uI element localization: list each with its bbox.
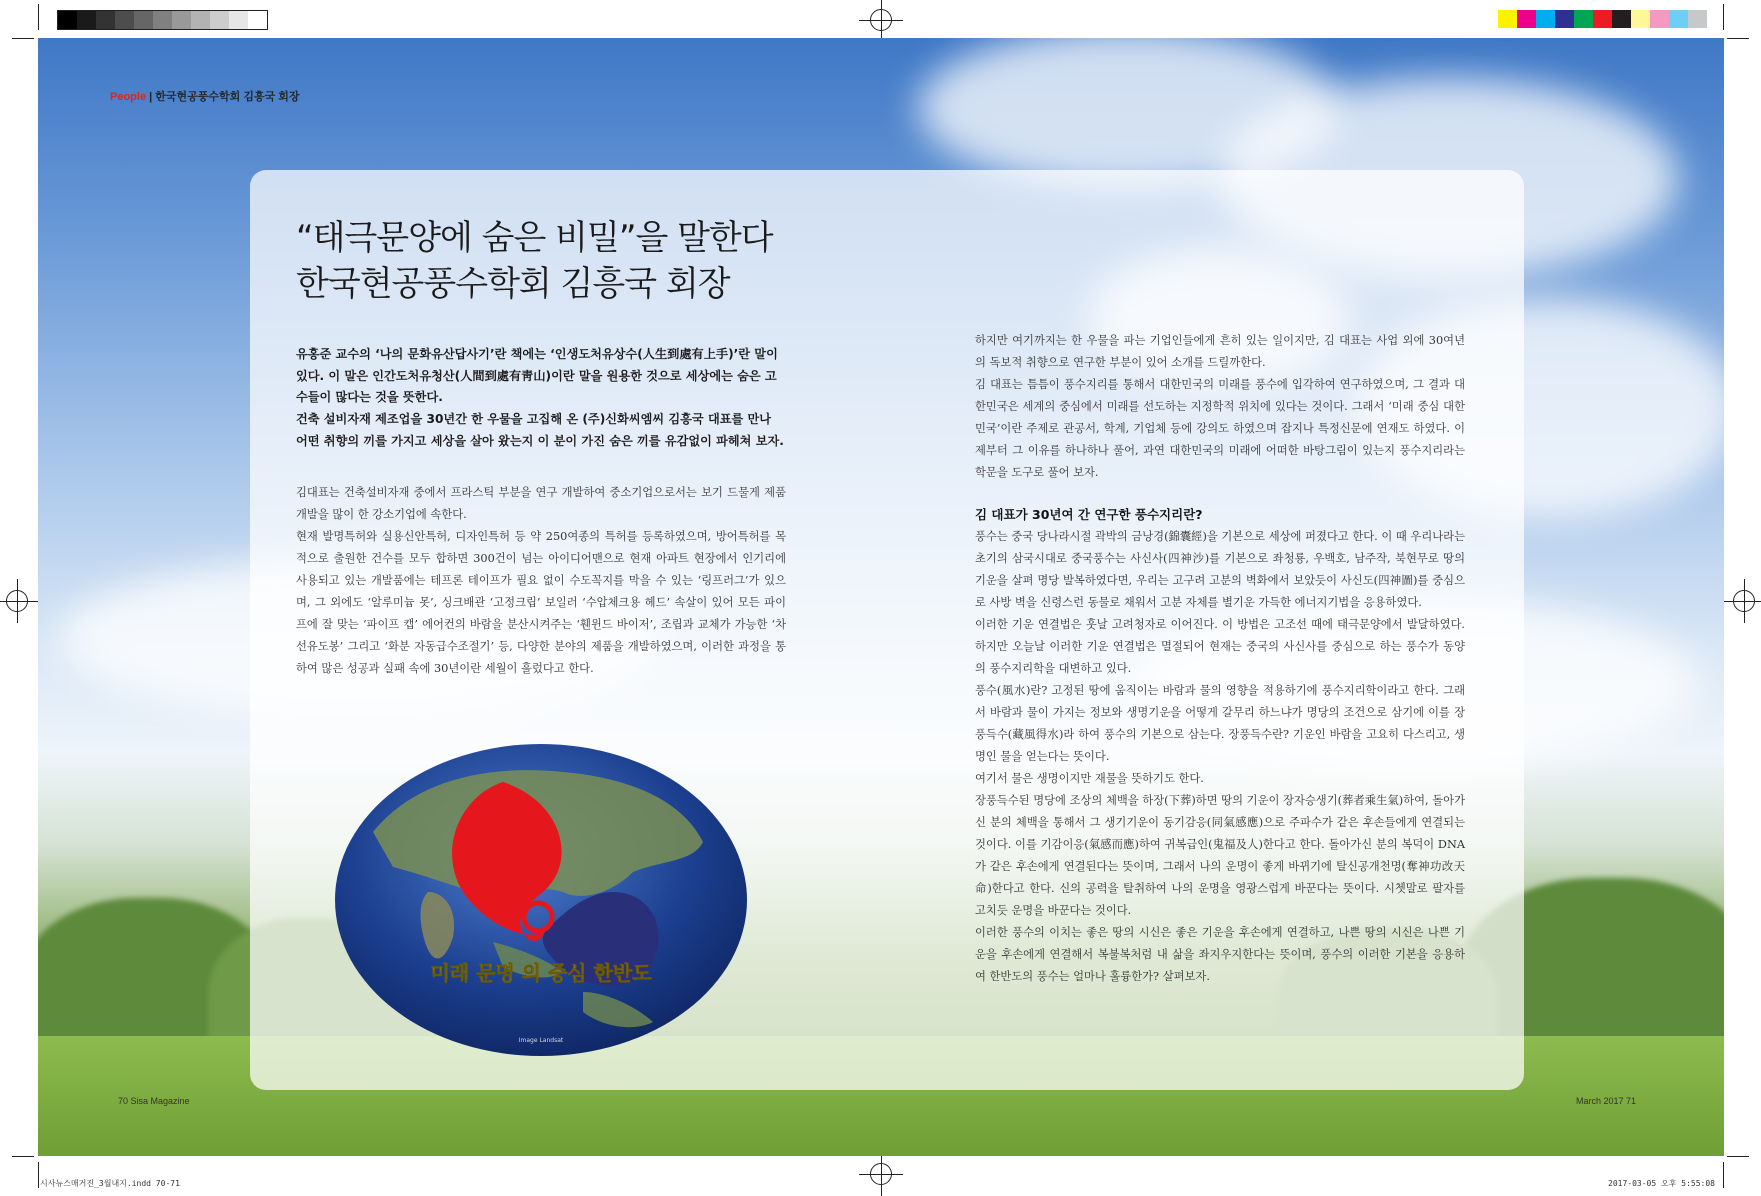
folio-left: 70 Sisa Magazine (118, 1096, 190, 1106)
color-calibration-bar (1498, 10, 1707, 28)
gray-swatch (229, 11, 248, 29)
grayscale-calibration-bar (57, 10, 268, 30)
globe-figure (333, 742, 749, 1058)
crop-mark (38, 4, 39, 30)
color-swatch (1650, 10, 1669, 28)
body-paragraph: 풍수는 중국 당나라시절 곽박의 금낭경(錦囊經)을 기본으로 세상에 퍼졌다고 한다. 이 때 우리나라는 초기의 삼국시대로 중국풍수는 사신사(四神沙)를 기본으로 좌청룡, 우백호, 남주작, 북현무로 땅의 기운을 살펴 명당 발복하였다면, 우리는 고구려 고분의 벽화에서 보았듯이 사신도(四神圖)를 중심으로 사방 벽을 신령스런 동물로 채워서 고분 자체를 별기운 가득한 에너지기법을 응용하였다. (975, 530, 1465, 609)
crop-mark (1723, 1162, 1724, 1188)
color-swatch (1574, 10, 1593, 28)
color-swatch (1688, 10, 1707, 28)
body-paragraph: 여기서 물은 생명이지만 재물을 뜻하기도 한다. (975, 772, 1204, 785)
title-line-1: “태극문양에 숨은 비밀”을 말한다 (296, 218, 773, 258)
body-paragraph: 장풍득수된 명당에 조상의 체백을 하장(下葬)하면 땅의 기운이 장자승생기(葬者乘生氣)하여, 돌아가신 분의 체백을 통해서 그 생기기운이 동기감응(同氣感應)으로 주파수가 같은 후손들에게 연결되는 것이다. 이를 기감이응(氣感而應)하여 귀복급인(鬼福及人)한다고 한다. 돌아가신 분의 복덕이 DNA가 같은 후손에게 연결된다는 뜻이며, 그래서 나의 운명이 좋게 바뀌기에 탈신공개천명(奪神功改天命)한다고 한다. 신의 공력을 탈취하여 나의 운명을 영광스럽게 바꾼다는 뜻이다. 시쳇말로 팔자를 고치듯 운명을 바꾼다는 것이다. (975, 794, 1465, 917)
gray-swatch (58, 11, 77, 29)
body-column-right-top (975, 330, 1465, 484)
registration-mark-right (1733, 590, 1755, 612)
gray-swatch (248, 11, 267, 29)
color-swatch (1631, 10, 1650, 28)
folio-right: March 2017 71 (1576, 1096, 1637, 1106)
timestamp-slug: 2017-03-05 오후 5:55:08 (1608, 1179, 1715, 1188)
gray-swatch (96, 11, 115, 29)
registration-mark-left (6, 590, 28, 612)
gray-swatch (115, 11, 134, 29)
crop-mark (1727, 1156, 1749, 1157)
globe-illustration (333, 742, 749, 1058)
crop-mark (1723, 4, 1724, 30)
gray-swatch (210, 11, 229, 29)
gray-swatch (134, 11, 153, 29)
gray-swatch (191, 11, 210, 29)
crop-mark (1727, 38, 1749, 39)
section-tag (110, 88, 300, 104)
crop-mark (12, 1156, 34, 1157)
color-swatch (1517, 10, 1536, 28)
article-title (296, 215, 773, 307)
color-swatch (1498, 10, 1517, 28)
figure-caption: 미래 문명 의 중심 한반도 (430, 961, 652, 985)
color-swatch (1593, 10, 1612, 28)
section-separator: | (146, 91, 156, 103)
file-slug: 시사뉴스매거진_3월내지.indd 70-71 (40, 1179, 180, 1188)
color-swatch (1555, 10, 1574, 28)
body-paragraph: 김 대표는 틈틈이 풍수지리를 통해서 대한민국의 미래를 풍수에 입각하여 연구하였으며, 그 결과 대한민국은 세계의 중심에서 미래를 선도하는 지정학적 위치에 있다는 것이다. 그래서 ‘미래 중심 대한민국’이란 주제로 관공서, 학계, 기업체 등에 강의도 하였으며 잡지나 특정신문에 연재도 하였다. 이제부터 그 이유를 하나하나 풀어, 과연 대한민국의 미래에 어떠한 바탕그림이 있는지 풍수지리라는 학문을 도구로 풀어 보자. (975, 378, 1465, 479)
color-swatch (1669, 10, 1688, 28)
body-paragraph: 이러한 기운 연결법은 훗날 고려청자로 이어진다. 이 방법은 고조선 때에 태극문양에서 발달하였다. 하지만 오늘날 이러한 기운 연결법은 멸절되어 현재는 중국의 사신사를 중심으로 하는 풍수가 동양의 풍수지리학을 대변하고 있다. (975, 618, 1465, 675)
body-column-left (296, 482, 786, 680)
gray-swatch (172, 11, 191, 29)
color-swatch (1612, 10, 1631, 28)
body-paragraph: 하지만 여기까지는 한 우물을 파는 기업인들에게 흔히 있는 일이지만, 김 대표는 사업 외에 30여년의 독보적 취향으로 연구한 부분이 있어 소개를 드릴까한다. (975, 334, 1465, 369)
figure-credit: Image Landsat (518, 1037, 564, 1044)
body-paragraph: 이러한 풍수의 이치는 좋은 땅의 시신은 좋은 기운을 후손에게 연결하고, 나쁜 땅의 시신은 나쁜 기운을 후손에게 연결해서 복불복처럼 내 삶을 좌지우지한다는 뜻이며, 풍수의 이러한 기본을 응용하여 한반도의 풍수는 얼마나 훌륭한가? 살펴보자. (975, 926, 1465, 983)
body-paragraph: 김대표는 건축설비자재 중에서 프라스틱 부분을 연구 개발하여 중소기업으로서는 보기 드물게 제품개발을 많이 한 강소기업에 속한다. (296, 486, 786, 521)
crop-mark (12, 38, 34, 39)
section-label: People (110, 91, 147, 103)
registration-mark-top-center (870, 9, 892, 31)
section-subheading: 김 대표가 30년여 간 연구한 풍수지리란? (975, 507, 1203, 522)
body-column-right-bottom (975, 526, 1465, 988)
section-subtitle: 한국현공풍수학회 김흥국 회장 (155, 91, 300, 103)
body-paragraph: 풍수(風水)란? 고정된 땅에 움직이는 바람과 물의 영향을 적용하기에 풍수지리학이라고 한다. 그래서 바람과 물이 가지는 정보와 생명기운을 어떻게 갈무리 하느냐가 명당의 조건으로 삼기에 이를 장풍득수(藏風得水)라 하여 풍수의 기본으로 삼는다. 장풍득수란? 기운인 바람을 고요히 다스리고, 생명인 물을 얻는다는 뜻이다. (975, 684, 1465, 763)
body-paragraph: 현재 발명특허와 실용신안특허, 디자인특허 등 약 250여종의 특허를 등록하였으며, 방어특허를 목적으로 출원한 건수를 모두 합하면 300건이 넘는 아이디어맨으로 현재 아파트 현장에서 인기리에 사용되고 있는 개발품에는 테프론 테이프가 필요 없이 수도꼭지를 막을 수 있는 ‘링프러그’가 있으며, 그 외에도 ‘알루미늄 못’, 싱크배관 ‘고정크립’ 보일러 ‘수압체크용 헤드’ 속살이 있어 모든 파이프에 잘 맞는 ‘파이프 캡’ 에어컨의 바람을 분산시켜주는 ‘휀윈드 바이저’, 조립과 교체가 가능한 ‘차선유도봉’ 그리고 ‘화분 자동급수조절기’ 등, 다양한 분야의 제품을 개발하였으며, 이러한 과정을 통하여 많은 성공과 실패 속에 30년이란 세월이 흘렀다고 한다. (296, 530, 786, 675)
title-line-2: 한국현공풍수학회 김흥국 회장 (296, 264, 730, 304)
gray-swatch (153, 11, 172, 29)
crop-mark (38, 1162, 39, 1188)
gray-swatch (77, 11, 96, 29)
article-lead: 유홍준 교수의 ‘나의 문화유산답사기’란 책에는 ‘인생도처유상수(人生到處有上手)’란 말이 있다. 이 말은 인간도처유청산(人間到處有靑山)이란 말을 원용한 것으로 세상에는 숨은 고수들이 많다는 것을 뜻한다. 건축 설비자재 제조업을 30년간 한 우물을 고집해 온 (주)신화씨엠씨 김흥국 대표를 만나 어떤 취향의 끼를 가지고 세상을 살아 왔는지 이 분이 가진 숨은 끼를 유감없이 파헤쳐 보자. (296, 347, 784, 448)
color-swatch (1536, 10, 1555, 28)
registration-mark-bottom-center (870, 1163, 892, 1185)
